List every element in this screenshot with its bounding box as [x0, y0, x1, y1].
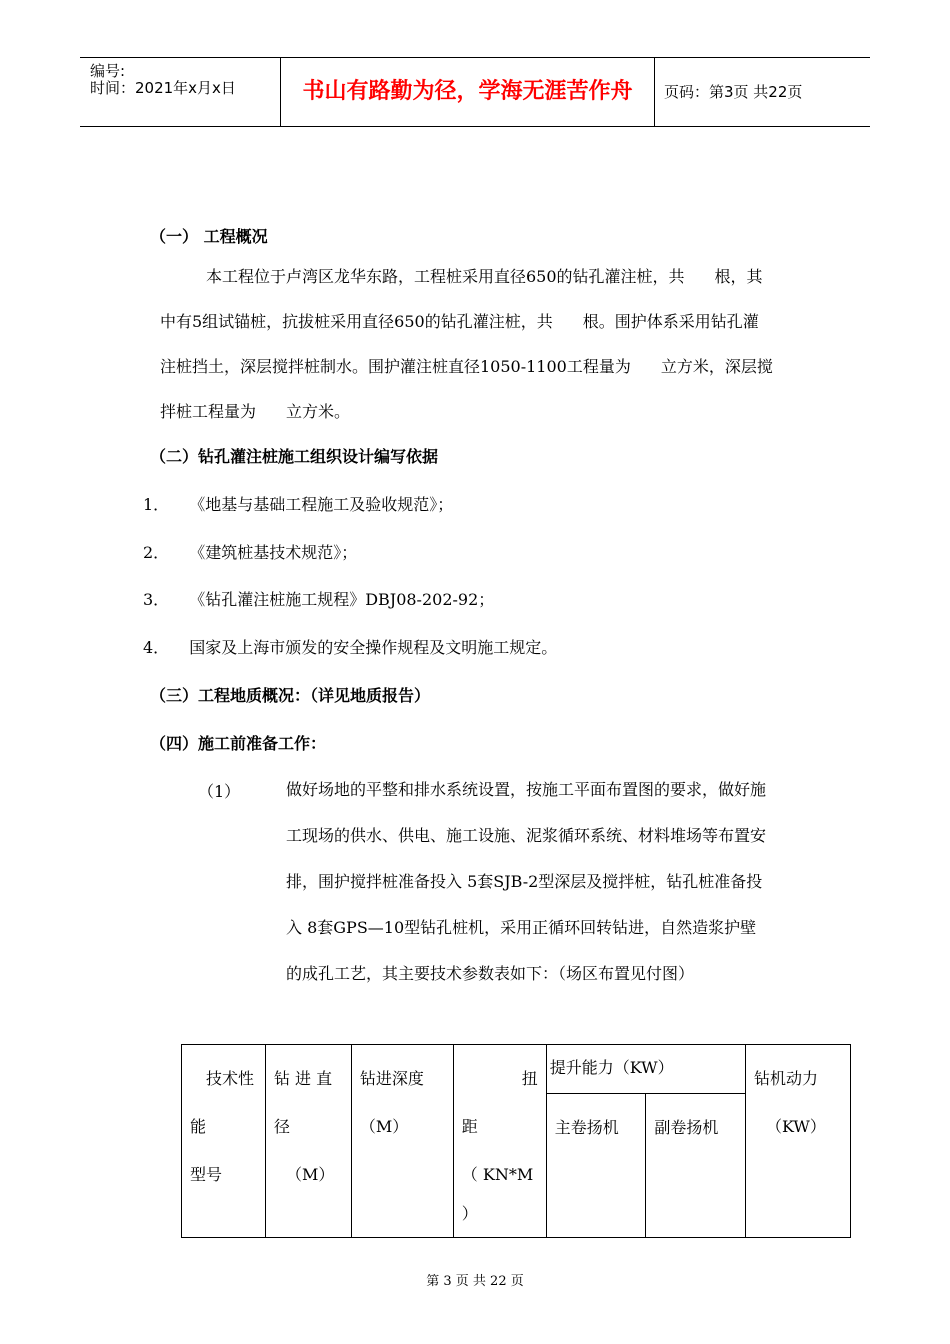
overview-paragraph	[160, 254, 810, 434]
header-motto: 书山有路勤为径，学海无涯苦作舟	[302, 79, 633, 104]
list-item: 3． 《钻孔灌注桩施工规程》DBJ08-202-92；	[143, 590, 495, 609]
preparation-item-number: （1）	[198, 782, 241, 801]
document-time-label: 时间：2021年x月x日	[90, 79, 236, 97]
text-line: 立方米。	[286, 402, 351, 421]
section-title-geology: （三）工程地质概况：（详见地质报告）	[150, 686, 431, 705]
list-item: 4． 国家及上海市颁发的安全操作规程及文明施工规定。	[143, 638, 558, 657]
table-header-cell: 钻 进 直 径 （M）	[265, 1045, 351, 1238]
text-line: 注桩挡土，深层搅拌桩制水。围护灌注桩直径1050-1100工程量为	[160, 357, 631, 376]
table-header-cell: 扭 距 （ KN*M ）	[453, 1045, 546, 1238]
preparation-item-text	[286, 767, 816, 997]
table-header-cell: 钻机动力 （KW）	[746, 1045, 851, 1238]
table-header-cell: 副卷扬机	[646, 1094, 746, 1238]
document-number-label: 编号:	[90, 62, 126, 80]
header-page-label: 页码：第3页 共22页	[664, 83, 803, 101]
table-header-cell: 提升能力（KW）	[546, 1045, 745, 1094]
text-line: 根。围护体系采用钻孔灌	[582, 312, 759, 331]
tech-params-table	[181, 1044, 851, 1238]
table-header-cell: 技术性 能 型号	[182, 1045, 266, 1238]
section-title-basis: （二）钻孔灌注桩施工组织设计编写依据	[150, 447, 439, 466]
text-line: 拌桩工程量为	[160, 402, 257, 421]
text-line: 做好场地的平整和排水系统设置，按施工平面布置图的要求，做好施	[286, 780, 767, 799]
text-line: 中有5组试锚桩，抗拔桩采用直径650的钻孔灌注桩，共	[160, 312, 553, 331]
section-title-overview: （一） 工程概况	[150, 227, 268, 246]
list-item: 2． 《建筑桩基技术规范》；	[143, 543, 358, 562]
text-line: 本工程位于卢湾区龙华东路，工程桩采用直径650的钻孔灌注桩，共	[206, 267, 685, 286]
list-item: 1． 《地基与基础工程施工及验收规范》；	[143, 495, 454, 514]
page-footer: 第 3 页 共 22 页	[426, 1274, 524, 1289]
table-header-cell: 钻进深度 （M）	[351, 1045, 453, 1238]
text-line: 工现场的供水、供电、施工设施、泥浆循环系统、材料堆场等布置安	[286, 826, 767, 845]
text-line: 立方米，深层搅	[660, 357, 773, 376]
text-line: 入 8套GPS—10型钻孔桩机，采用正循环回转钻进，自然造浆护壁	[286, 918, 757, 937]
table-header-cell: 主卷扬机	[546, 1094, 646, 1238]
header-divider	[654, 58, 655, 126]
page-header	[80, 57, 870, 127]
section-title-preparation: （四）施工前准备工作：	[150, 734, 327, 753]
text-line: 根，其	[714, 267, 763, 286]
text-line: 的成孔工艺，其主要技术参数表如下：（场区布置见付图）	[286, 964, 695, 983]
text-line: 排，围护搅拌桩准备投入 5套SJB-2型深层及搅拌桩，钻孔桩准备投	[286, 872, 763, 891]
header-meta	[90, 63, 236, 97]
